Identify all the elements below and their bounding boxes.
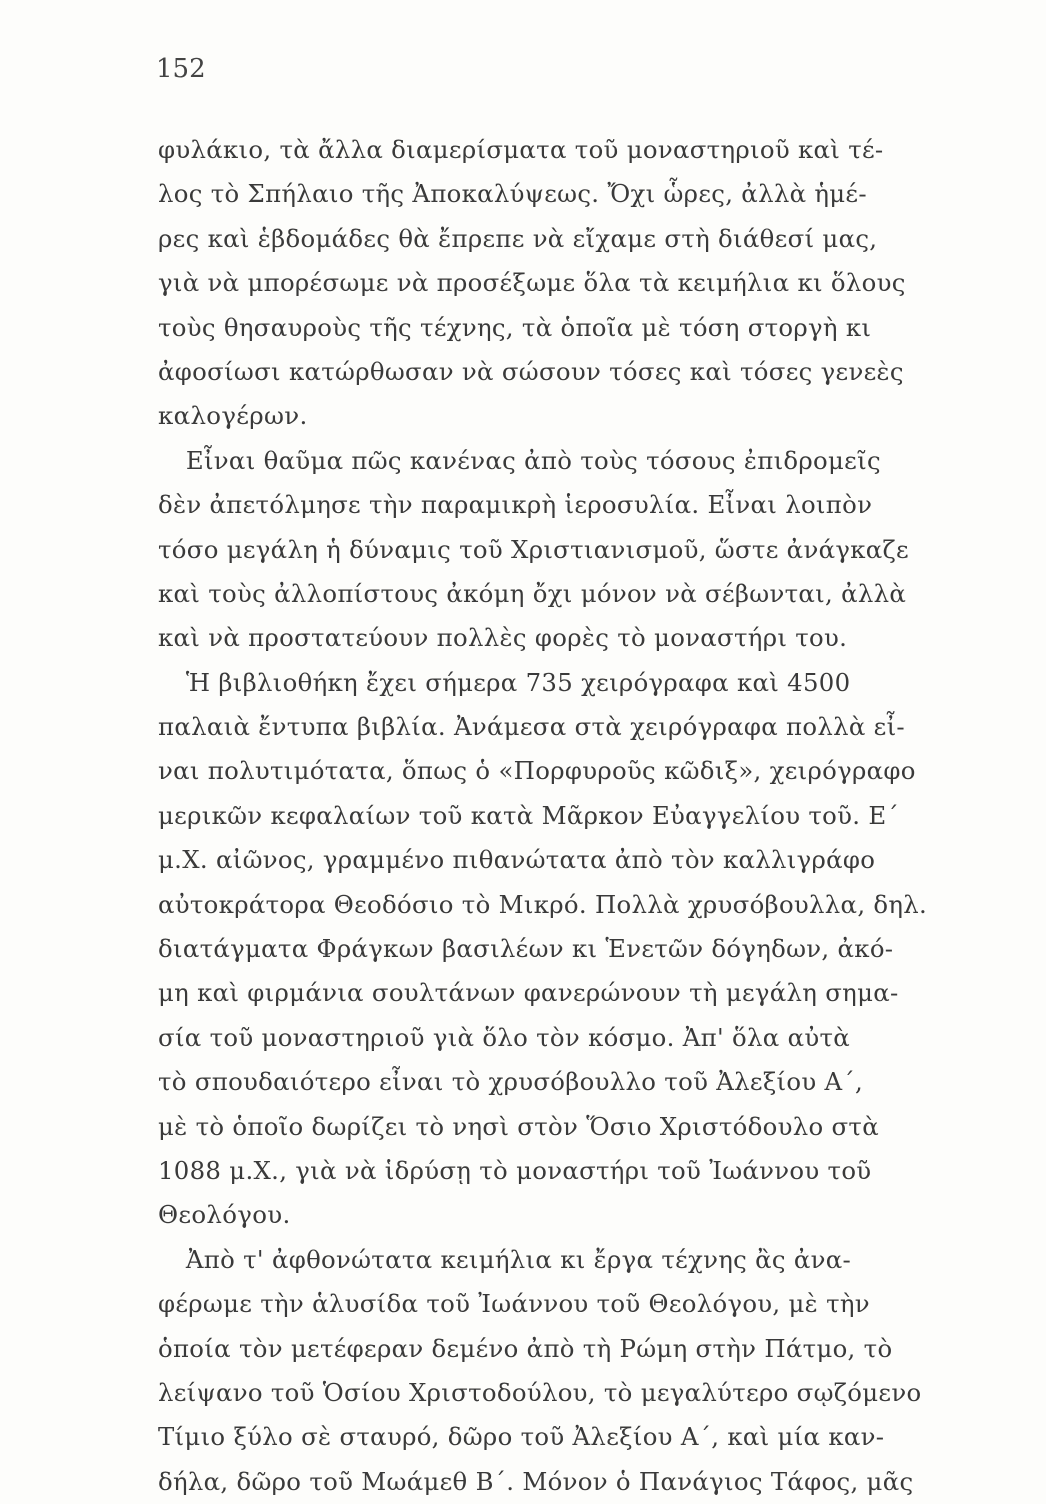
text-line: Τίμιο ξύλο σὲ σταυρό, δῶρο τοῦ Ἀλεξίου Α΄, καὶ μία καν- [158, 1422, 885, 1452]
text-line: διατάγματα Φράγκων βασιλέων κι Ἑνετῶν δόγηδων, ἀκό- [158, 934, 894, 964]
text-line: ναι πολυτιμότατα, ὅπως ὁ «Πορφυροῦς κῶδιξ», χειρόγραφο [158, 756, 916, 786]
text-line: καὶ τοὺς ἀλλοπίστους ἀκόμη ὄχι μόνον νὰ σέβωνται, ἀλλὰ [158, 578, 907, 608]
text-line: τὸ σπουδαιότερο εἶναι τὸ χρυσόβουλλο τοῦ Ἀλεξίου Α΄, [158, 1067, 864, 1097]
text-line: τοὺς θησαυροὺς τῆς τέχνης, τὰ ὁποῖα μὲ τόση στοργὴ κι [158, 312, 872, 342]
text-line: καλογέρων. [158, 401, 308, 431]
text-line: μερικῶν κεφαλαίων τοῦ κατὰ Μᾶρκον Εὐαγγελίου τοῦ. Ε΄ [158, 800, 899, 830]
page-number: 152 [156, 54, 206, 84]
text-line: ὁποία τὸν μετέφεραν δεμένο ἀπὸ τὴ Ρώμη στὴν Πάτμο, τὸ [158, 1333, 893, 1363]
text-line: δήλα, δῶρο τοῦ Μωάμεθ Β΄. Μόνον ὁ Πανάγιος Τάφος, μᾶς [158, 1466, 914, 1496]
text-line: δὲν ἀπετόλμησε τὴν παραμικρὴ ἱεροσυλία. Εἶναι λοιπὸν [158, 490, 873, 520]
text-line: μὲ τὸ ὁποῖο δωρίζει τὸ νησὶ στὸν Ὅσιο Χριστόδουλο στὰ [158, 1111, 879, 1141]
text-line: Εἶναι θαῦμα πῶς κανένας ἀπὸ τοὺς τόσους ἐπιδρομεῖς [185, 445, 881, 475]
text-line: γιὰ νὰ μπορέσωμε νὰ προσέξωμε ὅλα τὰ κειμήλια κι ὅλους [158, 268, 906, 298]
text-line: μ.Χ. αἰῶνος, γραμμένο πιθανώτατα ἀπὸ τὸν καλλιγράφο [158, 845, 876, 875]
text-line: λείψανο τοῦ Ὁσίου Χριστοδούλου, τὸ μεγαλύτερο σῳζόμενο [158, 1377, 922, 1407]
text-line: ρες καὶ ἑβδομάδες θὰ ἔπρεπε νὰ εἴχαμε στὴ διάθεσί μας, [158, 223, 878, 253]
text-line: σία τοῦ μοναστηριοῦ γιὰ ὅλο τὸν κόσμο. Ἀπ' ὅλα αὐτὰ [158, 1022, 851, 1052]
body-text [158, 128, 988, 1504]
text-line: Ἀπὸ τ' ἀφθονώτατα κειμήλια κι ἔργα τέχνης ἂς ἀνα- [185, 1244, 852, 1274]
text-line: Ἡ βιβλιοθήκη ἔχει σήμερα 735 χειρόγραφα καὶ 4500 [185, 667, 851, 697]
text-line: καὶ νὰ προστατεύουν πολλὲς φορὲς τὸ μοναστήρι του. [158, 623, 848, 653]
text-line: τόσο μεγάλη ἡ δύναμις τοῦ Χριστιανισμοῦ, ὥστε ἀνάγκαζε [158, 534, 909, 564]
text-line: μη καὶ φιρμάνια σουλτάνων φανερώνουν τὴ μεγάλη σημα- [158, 978, 899, 1008]
text-line: Θεολόγου. [158, 1200, 291, 1230]
text-line: ἀφοσίωσι κατώρθωσαν νὰ σώσουν τόσες καὶ τόσες γενεὲς [158, 356, 904, 386]
text-line: αὐτοκράτορα Θεοδόσιο τὸ Μικρό. Πολλὰ χρυσόβουλλα, δηλ. [158, 889, 928, 919]
text-line: φέρωμε τὴν ἁλυσίδα τοῦ Ἰωάννου τοῦ Θεολόγου, μὲ τὴν [158, 1289, 870, 1319]
text-line: 1088 μ.Χ., γιὰ νὰ ἱδρύσῃ τὸ μοναστήρι τοῦ Ἰωάννου τοῦ [158, 1155, 872, 1185]
text-line: φυλάκιο, τὰ ἄλλα διαμερίσματα τοῦ μοναστηριοῦ καὶ τέ- [158, 135, 884, 164]
text-line: λος τὸ Σπήλαιο τῆς Ἀποκαλύψεως. Ὄχι ὧρες, ἀλλὰ ἡμέ- [158, 179, 867, 209]
text-line: παλαιὰ ἔντυπα βιβλία. Ἀνάμεσα στὰ χειρόγραφα πολλὰ εἶ- [158, 712, 905, 742]
